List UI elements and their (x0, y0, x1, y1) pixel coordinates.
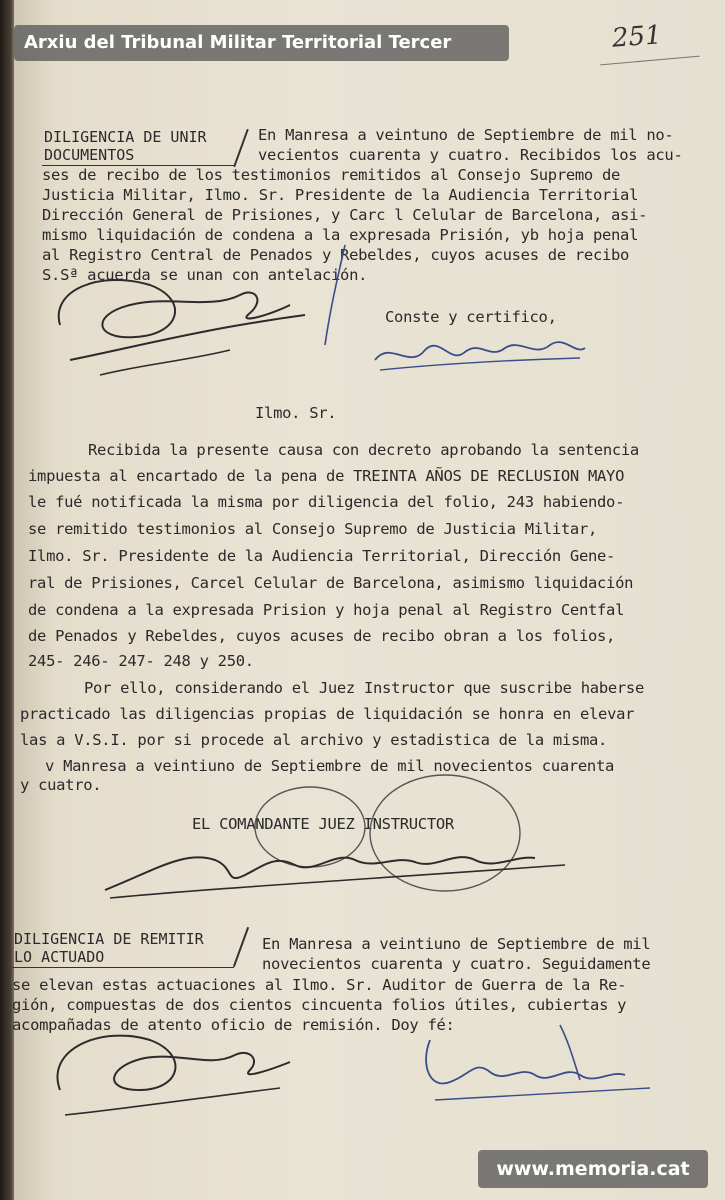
section1-line: Dirección General de Prisiones, y Carc l Celular de Barcelona, asi- (42, 206, 648, 224)
signatory-title: EL COMANDANTE JUEZ INSTRUCTOR (192, 815, 454, 833)
certify-text: Conste y certifico, (385, 308, 557, 326)
section1-line: S.Sª acuerda se unan con antelación. (42, 266, 368, 284)
section1-line: vecientos cuarenta y cuatro. Recibidos los acu- (258, 146, 683, 164)
section3-line: se elevan estas actuaciones al Ilmo. Sr. Auditor de Guerra de la Re- (12, 976, 627, 994)
section3-heading-rule (12, 967, 234, 968)
section3-line: novecientos cuarenta y cuatro. Seguidamente (262, 955, 651, 973)
section1-line: En Manresa a veintuno de Septiembre de mil no- (258, 126, 674, 144)
paragraph2-line: las a V.S.I. por si procede al archivo y estadistica de la misma. (20, 731, 608, 749)
salutation: Ilmo. Sr. (255, 404, 337, 422)
paragraph1-line: Ilmo. Sr. Presidente de la Audiencia Territorial, Dirección Gene- (28, 547, 616, 565)
section1-line: mismo liquidación de condena a la expresada Prisión, yb hoja penal (42, 226, 639, 244)
judge-signature-2 (95, 830, 575, 910)
paragraph1-line: 245- 246- 247- 248 y 250. (28, 652, 254, 670)
section1-line: Justicia Militar, Ilmo. Sr. Presidente de la Audiencia Territorial (42, 186, 639, 204)
section3-line: En Manresa a veintiuno de Septiembre de mil (262, 935, 651, 953)
section3-line: gión, compuestas de dos cientos cincuenta folios útiles, cubiertas y (12, 996, 627, 1014)
section3-heading-line1: DILIGENCIA DE REMITIR (14, 930, 204, 948)
paragraph1-line: le fué notificada la misma por diligencia del folio, 243 habiendo- (28, 493, 625, 511)
section3-heading-line2: LO ACTUADO (14, 948, 105, 966)
secretary-signature-1 (370, 330, 590, 380)
section1-line: al Registro Central de Penados y Rebeldes, cuyos acuses de recibo (42, 246, 630, 264)
secretary-signature-2 (410, 1020, 660, 1120)
section3-line: acompañadas de atento oficio de remisión. Doy fé: (12, 1016, 455, 1034)
paragraph1-line: Recibida la presente causa con decreto aprobando la sentencia (88, 441, 639, 459)
paragraph1-line: de condena a la expresada Prision y hoja penal al Registro Centfal (28, 601, 625, 619)
paragraph1-line: impuesta al encartado de la pena de TREINTA AÑOS DE RECLUSION MAYO (28, 467, 625, 485)
section1-heading-line2: DOCUMENTOS (44, 146, 135, 164)
paragraph1-line: de Penados y Rebeldes, cuyos acuses de recibo obran a los folios, (28, 627, 616, 645)
paragraph2-line: v Manresa a veintiuno de Septiembre de mil novecientos cuarenta (45, 757, 615, 775)
judge-signature-3 (40, 1010, 300, 1130)
paragraph1-line: se remitido testimonios al Consejo Supremo de Justicia Militar, (28, 520, 598, 538)
archive-watermark: Arxiu del Tribunal Militar Territorial Tercer (14, 25, 509, 61)
website-watermark: www.memoria.cat (478, 1150, 708, 1188)
paragraph2-line: y cuatro. (20, 776, 102, 794)
paragraph2-line: Por ello, considerando el Juez Instructor que suscribe haberse (84, 679, 644, 697)
judge-signature-1 (40, 265, 310, 390)
ink-stroke (315, 240, 355, 350)
paragraph1-line: ral de Prisiones, Carcel Celular de Barcelona, asimismo liquidación (28, 574, 634, 592)
paragraph2-line: practicado las diligencias propias de liquidación se honra en elevar (20, 705, 635, 723)
section1-heading-line1: DILIGENCIA DE UNIR (44, 128, 207, 146)
section1-line: ses de recibo de los testimonios remitidos al Consejo Supremo de (42, 166, 621, 184)
folio-number: 251 (611, 20, 663, 54)
